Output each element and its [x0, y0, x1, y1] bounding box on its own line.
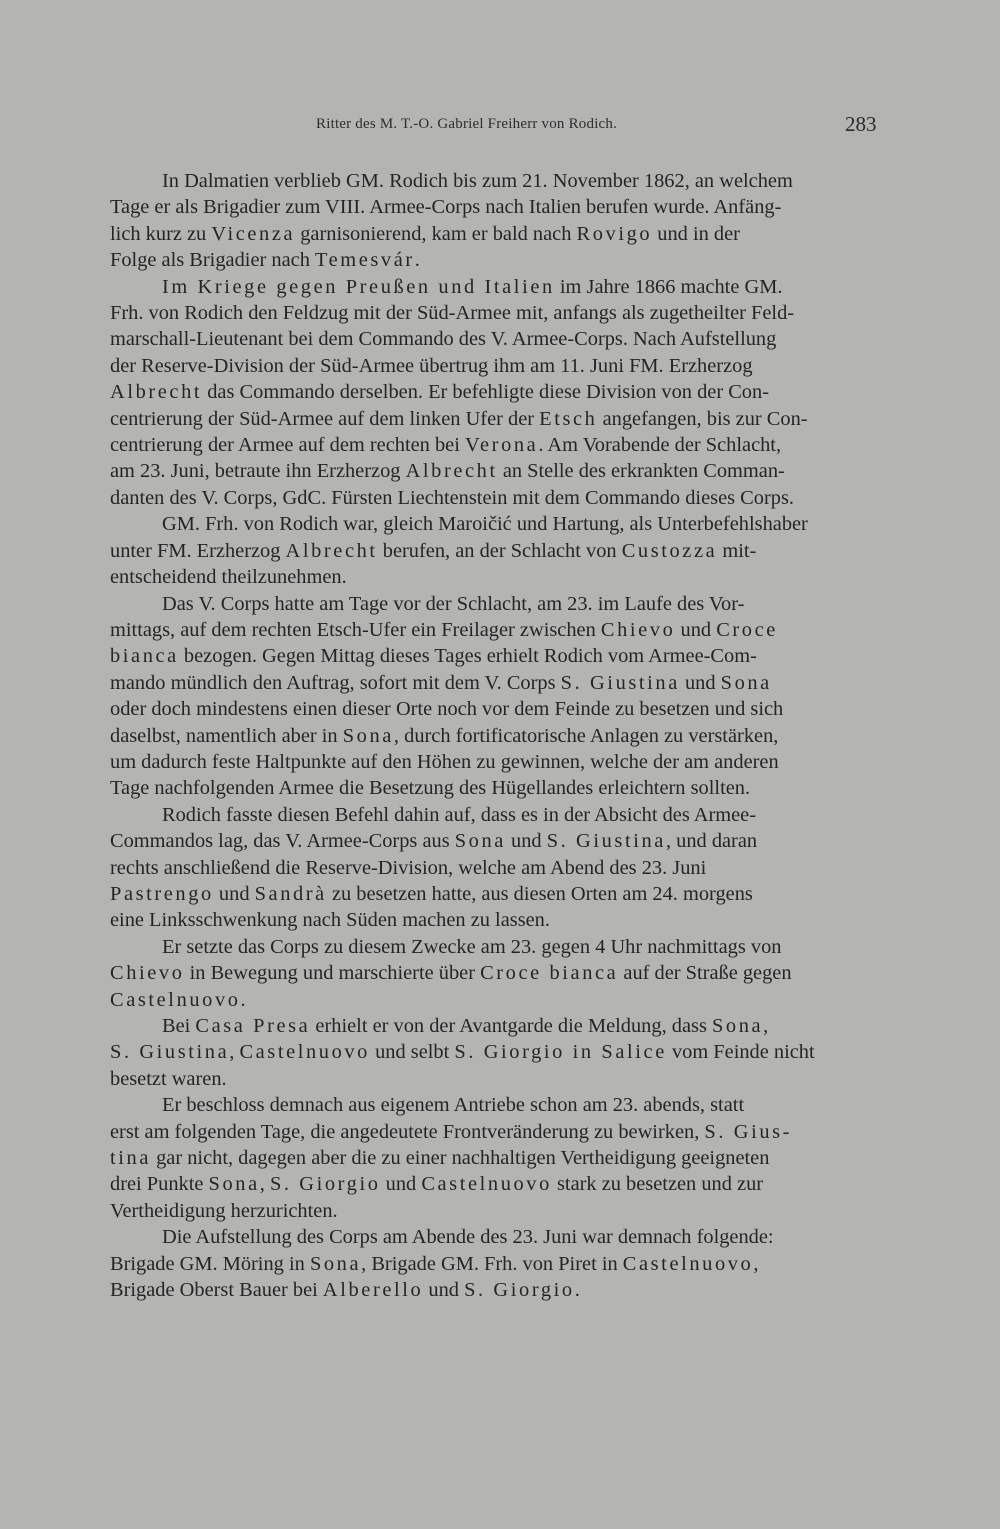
page-number: 283 [845, 112, 877, 136]
text-run: und [675, 618, 717, 641]
spaced-name: Vicenza [211, 222, 296, 245]
spaced-name: S. Gius- tina [110, 1120, 793, 1170]
spaced-name: Verona [464, 434, 539, 457]
spaced-name: Chievo [110, 962, 185, 985]
text-run: und selbt [369, 1041, 455, 1064]
text-run: im Jahre 1866 machte GM. Frh. von Rodich den Feldzug mit der Süd-Armee mit, anfangs als zugetheilter Feld- marschall-Lieutenant bei dem Commando des V. Armee-Corps. Nach Aufstellung der Reserve-Division der Süd-Armee übertrug ihm am 11. Juni FM. Erzherzog [110, 275, 795, 377]
spaced-name: Castelnuovo [110, 988, 241, 1011]
spaced-name: Croce bianca [110, 618, 778, 668]
text-run: . [240, 988, 246, 1011]
text-run: , [259, 1173, 270, 1196]
text-run: berufen, an der Schlacht von [377, 539, 622, 562]
spaced-name: Croce bianca [480, 962, 619, 985]
text-run: erhielt er von der Avantgarde die Meldung, dass [310, 1015, 712, 1037]
paragraph [110, 934, 895, 1013]
text-run: , [229, 1041, 240, 1064]
spaced-name: S. Giustina [110, 1041, 230, 1064]
spaced-name: S. Giustina [546, 830, 666, 853]
paragraph [110, 802, 895, 934]
text-run: und [213, 882, 255, 905]
text-run: und [380, 1173, 422, 1196]
text-run: und [423, 1279, 465, 1302]
text-run: vom Feinde nicht besetzt waren. [110, 1041, 815, 1090]
spaced-name: Sandrà [254, 882, 327, 905]
text-run: , und daran rechts anschließend die Reserve-Division, welche am Abend des 23. Juni [110, 830, 758, 879]
spaced-name: Albrecht [405, 460, 498, 483]
spaced-name: Sona [309, 1252, 362, 1275]
spaced-name: Alberello [322, 1279, 424, 1302]
text-run: zu besetzen hatte, aus diesen Orten am 24. morgens eine Linksschwenkung nach Süden machen zu lassen. [110, 882, 753, 932]
text-run: , Brigade Oberst Bauer bei [110, 1252, 759, 1302]
spaced-name: Im Kriege gegen Preußen und Italien [162, 275, 555, 298]
page-header [0, 112, 1000, 142]
text-run: in Bewegung und marschierte über [184, 962, 481, 985]
text-run: garnisonierend, kam er bald nach [295, 222, 577, 245]
body-text [110, 168, 895, 1303]
text-run: und in der Folge als Brigadier nach [110, 222, 740, 272]
spaced-name: Chievo [600, 618, 676, 641]
text-run: und [505, 830, 547, 853]
spaced-name: Etsch [539, 407, 598, 430]
spaced-name: Castelnuovo [421, 1173, 552, 1196]
spaced-name: Sona [711, 1015, 764, 1037]
text-run: und [679, 671, 721, 694]
spaced-name: S. Giorgio [464, 1279, 575, 1302]
spaced-name: Pastrengo [110, 882, 214, 905]
paragraph [110, 511, 895, 590]
paragraph [110, 1224, 895, 1303]
text-run: Bei [162, 1015, 196, 1037]
paragraph [110, 1092, 895, 1224]
text-run: , durch fortificatorische Anlagen zu verstärken, um dadurch feste Haltpunkte auf den Höhen zu gewinnen, welche der am anderen Tage nachfolgenden Armee die Besetzung des Hügellandes erleichtern sollten. [110, 724, 779, 800]
text-run: gar nicht, dagegen aber die zu einer nachhaltigen Vertheidigung geeigneten drei Punkte [110, 1147, 770, 1196]
text-run: Er setzte das Corps zu diesem Zwecke am 23. gegen 4 Uhr nachmittags von [162, 935, 782, 958]
text-run: oder doch mindestens einen dieser Orte noch vor dem Feinde zu besetzen und sich daselbst, namentlich aber in [110, 698, 784, 747]
text-run: Das V. Corps hatte am Tage vor der Schlacht, am 23. im Laufe des Vor- mittags, auf dem rechten Etsch-Ufer ein Freilager zwischen [110, 592, 745, 641]
spaced-name: S. Giorgio in Salice [454, 1041, 667, 1064]
spaced-name: S. Giorgio [269, 1173, 381, 1196]
text-run: Die Aufstellung des Corps am Abende des 23. Juni war demnach folgende: Brigade GM. Möring in [110, 1226, 774, 1275]
text-run: In Dalmatien verblieb GM. Rodich bis zum 21. November 1862, an welchem Tage er als Brigadier zum VIII. Armee-Corps nach Italien berufen wurde. Anfäng- lich kurz zu [110, 170, 793, 245]
spaced-name: Castelnuovo [239, 1041, 370, 1064]
text-run: GM. Frh. von Rodich war, gleich Maroičić und Hartung, als Unterbefehlshaber unter FM. Erzherzog [110, 513, 808, 562]
text-run: . Am Vorabende der Schlacht, am 23. Juni, betraute ihn Erzherzog [110, 434, 782, 483]
spaced-name: Casa Presa [195, 1015, 311, 1037]
text-run: bezogen. Gegen Mittag dieses Tages erhielt Rodich vom Armee-Com- mando mündlich den Auftrag, sofort mit dem V. Corps [110, 645, 757, 694]
spaced-name: Sona [454, 830, 506, 853]
text-run: , [763, 1015, 769, 1037]
spaced-name: Rovigo [576, 222, 653, 245]
text-run: , Brigade GM. Frh. von Piret in [361, 1252, 623, 1275]
text-run: . [574, 1279, 580, 1302]
running-head: Ritter des M. T.-O. Gabriel Freiherr von Rodich. [316, 116, 618, 132]
spaced-name: Sona [720, 671, 772, 694]
text-run: stark zu besetzen und zur Vertheidigung herzurichten. [110, 1173, 764, 1222]
text-run: an Stelle des erkrankten Comman- danten des V. Corps, GdC. Fürsten Liechtenstein mit dem Commando dieses Corps. [110, 460, 794, 509]
text-run: das Commando derselben. Er befehligte diese Division von der Con- centrierung der Süd-Armee auf dem linken Ufer der [110, 381, 769, 430]
spaced-name: Temesvár [314, 249, 415, 272]
text-run: angefangen, bis zur Con- centrierung der Armee auf dem rechten bei [110, 407, 808, 457]
text-run: mit- entscheidend theilzunehmen. [110, 539, 757, 589]
paragraph [110, 168, 895, 274]
spaced-name: Sona [208, 1173, 260, 1196]
spaced-name: Albrecht [285, 539, 378, 562]
text-run: Er beschloss demnach aus eigenem Antriebe schon am 23. abends, statt erst am folgenden Tage, die angedeutete Frontveränderung zu bewirken, [110, 1094, 745, 1143]
text-run: Rodich fasste diesen Befehl dahin auf, dass es in der Absicht des Armee- Commandos lag, das V. Armee-Corps aus [110, 803, 757, 853]
paragraph [110, 274, 895, 512]
text-run: auf der Straße gegen [623, 962, 792, 985]
paragraph [110, 591, 895, 802]
spaced-name: Sona [342, 724, 394, 747]
spaced-name: Custozza [621, 539, 718, 562]
text-run: . [414, 249, 420, 272]
spaced-name: Castelnuovo [622, 1252, 754, 1275]
paragraph [110, 1013, 895, 1092]
spaced-name: Albrecht [110, 381, 203, 404]
spaced-name: S. Giustina [560, 671, 680, 694]
